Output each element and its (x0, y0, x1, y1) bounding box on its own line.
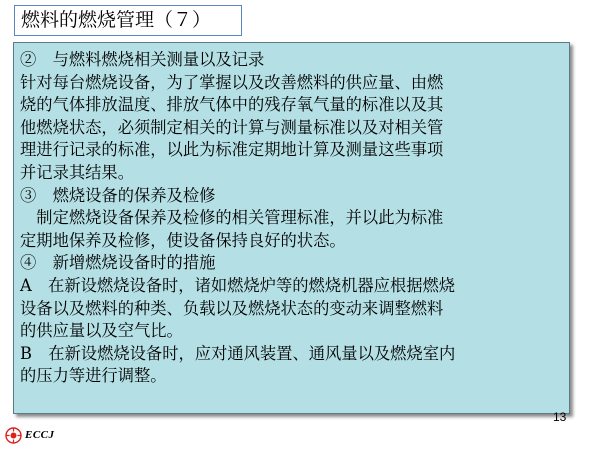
body-line: 针对每台燃烧设备，为了掌握以及改善燃料的供应量、由燃 (20, 72, 444, 92)
eccj-logo (5, 426, 55, 444)
eccj-logo-icon (5, 427, 22, 444)
body-line: 制定燃烧设备保养及检修的相关管理标准，并以此为标准 (20, 208, 444, 228)
body-line: 设备以及燃料的种类、负载以及燃烧状态的变动来调整燃料 (20, 298, 444, 318)
section-3-heading: ③ 燃烧设备的保养及检修 (20, 185, 216, 205)
section-4-heading: ④ 新增燃烧设备时的措施 (20, 253, 216, 273)
body-line: 烧的气体排放温度、排放气体中的残存氧气量的标准以及其 (20, 95, 444, 115)
item-b-line: B 在新设燃烧设备时，应对通风装置、通风量以及燃烧室内 (20, 343, 456, 363)
body-line: 并记录其结果。 (20, 162, 134, 182)
body-line: 他燃烧状态，必须制定相关的计算与测量标准以及对相关管 (20, 117, 444, 137)
section-2-heading: ② 与燃料燃烧相关测量以及记录 (20, 50, 265, 69)
body-line: 定期地保养及检修，使设备保持良好的状态。 (20, 230, 346, 250)
slide-title: 燃料的燃烧管理（７） (14, 5, 242, 36)
logo-text: ECCJ (25, 429, 55, 441)
body-line: 理进行记录的标准，以此为标准定期地计算及测量这些事项 (20, 140, 444, 160)
item-a-line: A 在新设燃烧设备时，诸如燃烧炉等的燃烧机器应根据燃烧 (20, 275, 456, 295)
body-line: 的压力等进行调整。 (20, 366, 167, 386)
content-panel (13, 42, 570, 414)
page-number: 13 (553, 410, 567, 424)
body-line: 的供应量以及空气比。 (20, 321, 183, 341)
